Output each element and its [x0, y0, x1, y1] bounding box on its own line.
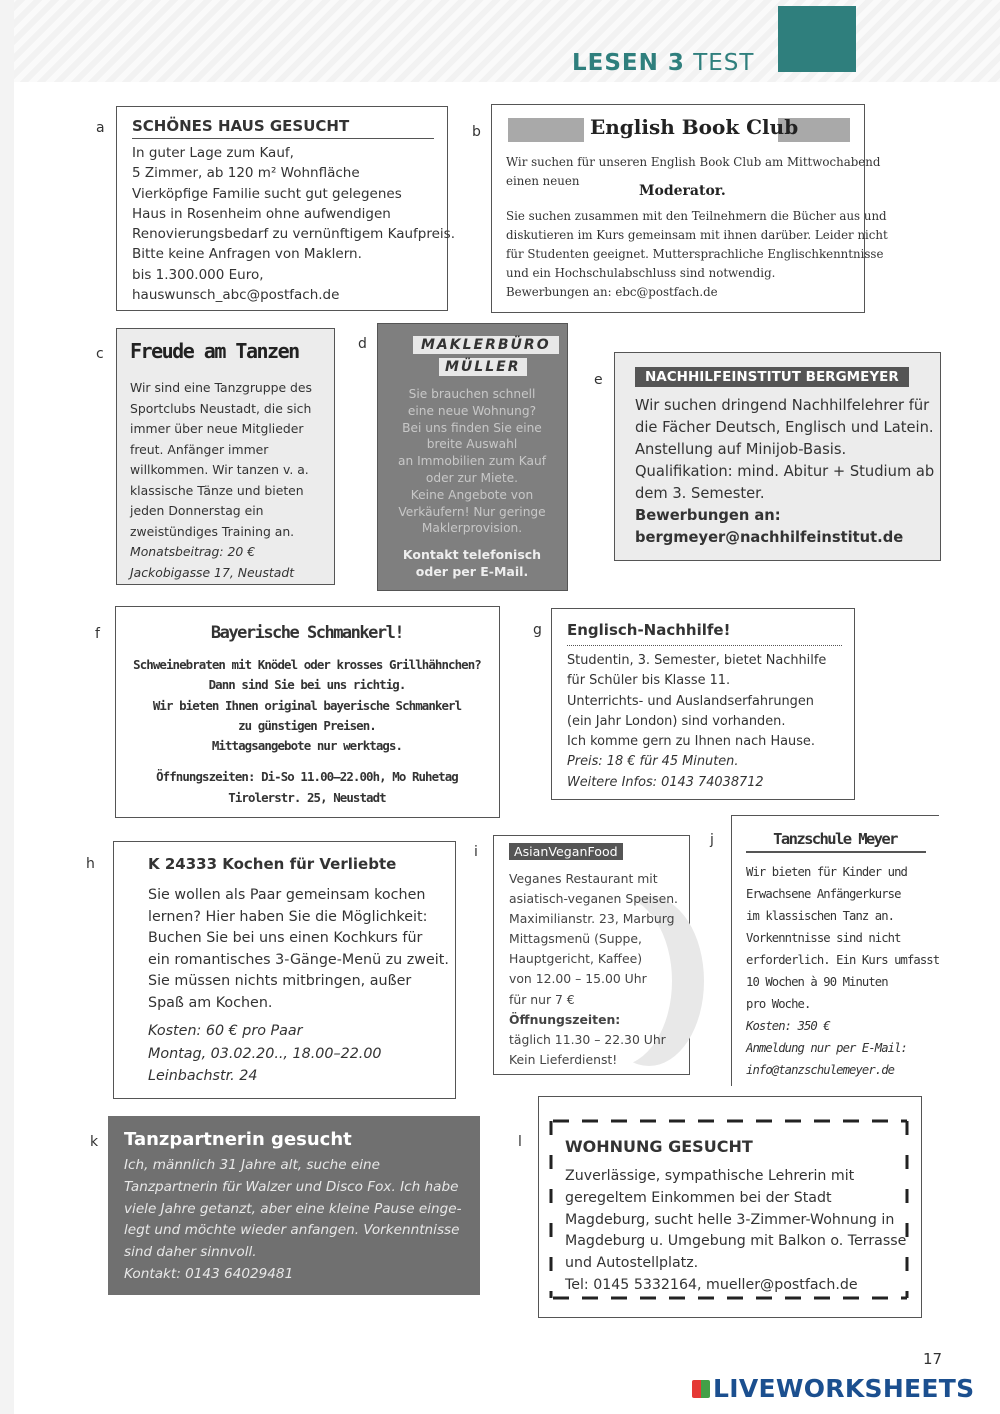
ad-a-line: 5 Zimmer, ab 120 m² Wohnfläche — [132, 165, 360, 182]
ad-e-line: Wir suchen dringend Nachhilfelehrer für — [635, 397, 930, 414]
ad-a-line: Haus in Rosenheim ohne aufwendigen — [132, 205, 391, 222]
ad-h-line: Sie wollen als Paar gemeinsam kochen — [148, 887, 426, 903]
ad-f-footer — [116, 767, 498, 808]
ad-d-body — [378, 386, 566, 537]
ad-d-line: Verkäufern! Nur geringe — [398, 504, 546, 519]
ad-b-line: Wir suchen für unseren English Book Club am Mittwochabend — [506, 155, 881, 169]
ad-f-line: zu günstigen Preisen. — [238, 717, 376, 733]
ad-g-heading: Englisch-Nachhilfe! — [567, 621, 731, 639]
ad-c-line: Wir sind eine Tanzgruppe des — [130, 380, 313, 395]
ad-a-line: In guter Lage zum Kauf, — [132, 145, 294, 161]
ad-c-body — [130, 378, 312, 583]
ad-e-line: dem 3. Semester. — [635, 485, 765, 502]
ad-h-line: lernen? Hier haben Sie die Möglichkeit: — [148, 908, 428, 925]
ad-h-heading: K 24333 Kochen für Verliebte — [148, 855, 397, 873]
ad-l — [538, 1096, 922, 1318]
ad-j-rule — [746, 851, 926, 853]
ad-h-cost: Kosten: 60 € pro Paar — [148, 1023, 303, 1039]
ad-a-rule — [132, 138, 434, 139]
ad-c-fee: Monatsbeitrag: 20 € — [130, 544, 256, 559]
ad-g-line: Unterrichts- und Auslandserfahrungen — [567, 693, 814, 709]
ad-d-contact-line: oder per E-Mail. — [415, 564, 529, 579]
ad-g-line: für Schüler bis Klasse 11. — [567, 673, 731, 689]
ad-l-line: Magdeburg u. Umgebung mit Balkon o. Terrasse — [565, 1233, 907, 1250]
ad-f-address: Tirolerstr. 25, Neustadt — [228, 789, 386, 805]
ad-i-line: für nur 7 € — [509, 991, 575, 1007]
ad-h-line: Sie müssen nichts mitbringen, außer — [148, 973, 412, 990]
ad-d-line: Bei uns finden Sie eine — [402, 420, 542, 435]
letter-j: j — [710, 832, 714, 848]
ad-d-tag: MAKLERBÜRO — [413, 336, 559, 354]
ad-a-line: Renovierungsbedarf zu vernünftigem Kaufpreis. — [132, 226, 456, 243]
ad-h-body — [148, 885, 449, 1015]
ad-j-body — [746, 861, 939, 1081]
header-color-block — [778, 6, 856, 72]
brand-text: LIVEWORKSHEETS — [713, 1374, 975, 1403]
ad-c — [116, 328, 335, 585]
ad-a-body — [132, 143, 455, 305]
ad-b-heading: English Book Club — [590, 115, 799, 139]
ad-f-line: Mittagsangebote nur werktags. — [211, 738, 403, 754]
ad-c-address: Jackobigasse 17, Neustadt — [130, 564, 295, 580]
letter-c: c — [96, 346, 104, 362]
ad-d-tag: MÜLLER — [439, 358, 527, 376]
ad-j-line: Wir bieten für Kinder und — [746, 865, 907, 879]
ad-h — [113, 841, 456, 1099]
ad-j-line: Erwachsene Anfängerkurse — [746, 887, 901, 901]
ad-k-line: Ich, männlich 31 Jahre alt, suche eine — [124, 1157, 381, 1173]
ad-j-cost: Kosten: 350 € — [746, 1019, 830, 1033]
ad-i-line: Hauptgericht, Kaffee) — [509, 951, 643, 967]
ad-l-heading: WOHNUNG GESUCHT — [565, 1137, 753, 1156]
ad-e-email: bergmeyer@nachhilfeinstitut.de — [635, 529, 904, 546]
ad-k-contact: Kontakt: 0143 64029481 — [124, 1265, 294, 1282]
ad-k-body — [124, 1155, 462, 1286]
ad-c-line: klassische Tänze und bieten — [130, 482, 304, 498]
letter-i: i — [474, 844, 478, 860]
ad-b-line: diskutieren im Kurs gemeinsam mit ihnen darüber. Leider nicht — [506, 228, 888, 242]
ad-b-role: Moderator. — [639, 183, 726, 199]
ad-g-body — [567, 651, 826, 793]
ad-c-line: Sportclubs Neustadt, die sich — [130, 400, 312, 416]
letter-l: l — [518, 1134, 522, 1150]
ad-d-line: an Immobilien zum Kauf — [398, 454, 546, 469]
ad-j-email: info@tanzschulemeyer.de — [746, 1063, 895, 1077]
ad-b-line: und ein Hochschulabschluss sind notwendig. — [506, 266, 776, 280]
ad-b-line: Sie suchen zusammen mit den Teilnehmern die Bücher aus und — [506, 209, 887, 223]
ad-f-line: Dann sind Sie bei uns richtig. — [208, 677, 406, 693]
ad-d-contact-line: Kontakt telefonisch — [402, 547, 542, 562]
ad-j-line: im klassischen Tanz an. — [746, 909, 895, 923]
ad-k-line: Tanzpartnerin für Walzer und Disco Fox. Ich habe — [124, 1178, 459, 1195]
ad-d-line: oder zur Miete. — [425, 470, 519, 485]
ad-l-line: und Autostellplatz. — [565, 1255, 699, 1272]
ad-e — [614, 352, 941, 561]
ad-a-line: Vierköpfige Familie sucht gut gelegenes — [132, 185, 402, 202]
ad-d-contact — [378, 546, 566, 580]
ad-i-hours-label: Öffnungszeiten: — [509, 1011, 621, 1027]
ad-i-hours: täglich 11.30 – 22.30 Uhr — [509, 1031, 666, 1047]
ad-i-line: Kein Lieferdienst! — [509, 1051, 618, 1067]
letter-f: f — [95, 626, 100, 642]
ad-h-details — [148, 1020, 382, 1088]
letter-g: g — [533, 622, 542, 638]
ad-e-line: Qualifikation: mind. Abitur + Studium ab — [635, 463, 935, 480]
ad-j-signup: Anmeldung nur per E-Mail: — [746, 1041, 907, 1055]
ad-k — [108, 1116, 480, 1295]
ad-k-line: sind daher sinnvoll. — [124, 1244, 257, 1261]
brand-watermark — [692, 1374, 974, 1403]
letter-h: h — [86, 856, 95, 872]
ad-d-line: eine neue Wohnung? — [407, 403, 537, 418]
ad-c-line: immer über neue Mitglieder — [130, 421, 304, 436]
ad-c-line: willkommen. Wir tanzen v. a. — [130, 462, 309, 477]
ad-e-line: die Fächer Deutsch, Englisch und Latein. — [635, 419, 934, 436]
ad-c-line: freut. Anfänger immer — [130, 441, 269, 457]
page-number: 17 — [923, 1350, 943, 1368]
ad-h-line: Spaß am Kochen. — [148, 994, 273, 1011]
ad-d-line: Maklerprovision. — [421, 521, 523, 536]
ad-f-body — [116, 655, 498, 756]
ad-c-heading: Freude am Tanzen — [130, 339, 299, 363]
ad-k-heading: Tanzpartnerin gesucht — [124, 1129, 352, 1150]
ad-d-line: breite Auswahl — [426, 437, 518, 452]
letter-d: d — [358, 336, 367, 352]
ad-a-email: hauswunsch_abc@postfach.de — [132, 287, 340, 304]
ad-g — [551, 608, 855, 800]
page-title: LESEN 3 TEST — [572, 50, 755, 76]
ad-l-line: geregeltem Einkommen bei der Stadt — [565, 1189, 832, 1206]
ad-f-hours: Öffnungszeiten: Di-So 11.00–22.00h, Mo Ruhetag — [156, 769, 458, 784]
ad-j-line: Vorkenntnisse sind nicht — [746, 931, 901, 945]
ad-b-line: für Studenten geeignet. Muttersprachliche Englischkenntnisse — [506, 247, 884, 261]
left-margin — [0, 0, 14, 1414]
ad-d-line: Sie brauchen schnell — [408, 387, 536, 401]
letter-a: a — [96, 120, 105, 136]
ad-f-line: Schweinebraten mit Knödel oder krosses Grillhähnchen? — [133, 657, 481, 672]
ad-a — [116, 106, 456, 311]
ad-e-heading: NACHHILFEINSTITUT BERGMEYER — [635, 367, 909, 387]
letter-k: k — [90, 1134, 99, 1150]
ad-b-bar-left — [508, 118, 584, 142]
ad-e-body — [635, 395, 934, 549]
ad-g-price: Preis: 18 € für 45 Minuten. — [567, 754, 739, 770]
letter-b: b — [472, 124, 481, 140]
ad-e-line: Anstellung auf Minijob-Basis. — [635, 441, 847, 458]
ad-j-heading: Tanzschule Meyer — [773, 830, 897, 848]
ad-h-date: Montag, 03.02.20.., 18.00–22.00 — [148, 1045, 382, 1062]
ad-c-line: zweistündiges Training an. — [130, 523, 295, 539]
ad-e-apply: Bewerbungen an: — [635, 507, 781, 524]
ad-j-line: 10 Wochen à 90 Minuten — [746, 975, 888, 989]
ad-c-line: jeden Donnerstag ein — [130, 503, 264, 518]
ad-i-line: asiatisch-veganen Speisen. — [509, 891, 678, 907]
ad-f — [115, 606, 500, 818]
ad-a-heading: SCHÖNES HAUS GESUCHT — [132, 117, 350, 135]
ad-a-line: Bitte keine Anfragen von Maklern. — [132, 246, 362, 263]
ad-i-line: Maximilianstr. 23, Marburg — [509, 911, 675, 927]
ad-j-line: erforderlich. Ein Kurs umfasst — [746, 953, 940, 967]
ad-b-body — [506, 207, 888, 302]
ad-b-line: einen neuen — [506, 174, 580, 188]
ad-k-line: legt und möchte wieder anfangen. Vorkenntnisse — [124, 1222, 460, 1239]
ad-i-body — [509, 869, 678, 1070]
ad-i — [493, 835, 690, 1075]
ad-g-info: Weitere Infos: 0143 74038712 — [567, 774, 764, 790]
ad-i-heading: AsianVeganFood — [509, 843, 623, 860]
ad-g-line: (ein Jahr London) sind vorhanden. — [567, 713, 786, 729]
ad-l-line: Zuverlässige, sympathische Lehrerin mit — [565, 1168, 855, 1184]
ad-g-line: Ich komme gern zu Ihnen nach Hause. — [567, 734, 815, 750]
ad-d — [377, 323, 568, 591]
ad-b — [491, 104, 888, 313]
ad-i-line: Veganes Restaurant mit — [509, 871, 658, 886]
ad-g-line: Studentin, 3. Semester, bietet Nachhilfe — [567, 653, 827, 668]
ad-l-contact: Tel: 0145 5332164, mueller@postfach.de — [565, 1276, 858, 1293]
ad-f-line: Wir bieten Ihnen original bayerische Schmankerl — [152, 697, 462, 713]
ad-j-line: pro Woche. — [746, 997, 811, 1011]
ad-b-email: Bewerbungen an: ebc@postfach.de — [506, 285, 718, 299]
ad-k-line: viele Jahre getanzt, aber eine kleine Pause einge- — [124, 1200, 462, 1217]
ad-h-line: ein romantisches 3-Gänge-Menü zu zweit. — [148, 951, 449, 968]
brand-logo-icon — [692, 1380, 710, 1398]
ad-f-heading: Bayerische Schmankerl! — [210, 623, 404, 643]
ad-i-line: Mittagsmenü (Suppe, — [509, 931, 642, 947]
ad-a-line: bis 1.300.000 Euro, — [132, 266, 264, 283]
ad-h-address: Leinbachstr. 24 — [148, 1068, 258, 1084]
ad-l-line: Magdeburg, sucht helle 3-Zimmer-Wohnung in — [565, 1211, 895, 1228]
ad-i-line: von 12.00 – 15.00 Uhr — [509, 971, 647, 987]
ad-h-line: Buchen Sie bei uns einen Kochkurs für — [148, 930, 423, 947]
ad-j — [731, 815, 939, 1086]
ad-g-dotted-rule — [567, 645, 842, 646]
ad-d-line: Keine Angebote von — [410, 487, 534, 502]
letter-e: e — [594, 372, 603, 388]
ad-l-body — [565, 1166, 906, 1297]
